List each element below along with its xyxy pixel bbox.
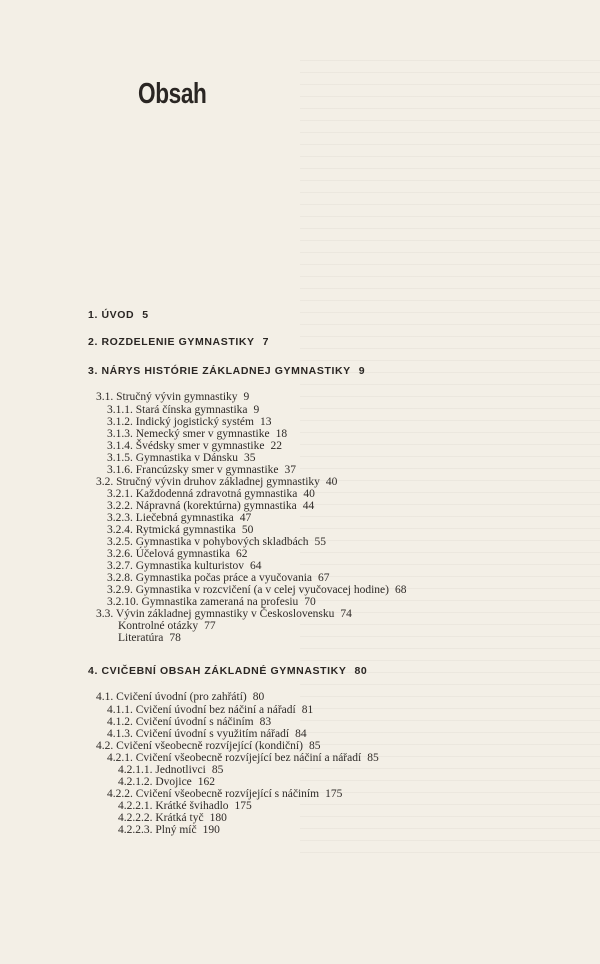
toc-entry: 3.1.3. Nemecký smer v gymnastike 18 — [107, 428, 288, 440]
toc-entry: 4.1. Cvičení úvodní (pro zahřátí) 80 — [96, 691, 265, 703]
toc-entry: 3.1.2. Indický jogistický systém 13 — [107, 416, 272, 428]
chapter-heading: 1. ÚVOD 5 — [88, 309, 149, 321]
toc-entry: 3.2.5. Gymnastika v pohybových skladbách 55 — [107, 536, 327, 548]
toc-entry: Literatúra 78 — [118, 632, 181, 644]
chapter-heading: 4. CVIČEBNÍ OBSAH ZÁKLADNÉ GYMNASTIKY 80 — [88, 665, 368, 677]
page-title: Obsah — [138, 78, 207, 110]
chapter-heading: 2. ROZDELENIE GYMNASTIKY 7 — [88, 336, 270, 348]
toc-entry: 4.2.2.1. Krátké švihadlo 175 — [118, 800, 252, 812]
toc-entry: 4.2.1. Cvičení všeobecně rozvíjející bez náčiní a nářadí 85 — [107, 752, 379, 764]
toc-entry: 3.3. Vývin základnej gymnastiky v Československu 74 — [96, 608, 352, 620]
toc-entry: 3.2.4. Rytmická gymnastika 50 — [107, 524, 254, 536]
toc-entry: 4.1.3. Cvičení úvodní s využitím nářadí 84 — [107, 728, 307, 740]
toc-entry: 4.2.1.1. Jednotlivci 85 — [118, 764, 224, 776]
toc-entry: 3.1.4. Švédsky smer v gymnastike 22 — [107, 440, 282, 452]
toc-entry: 3.2.6. Účelová gymnastika 62 — [107, 548, 248, 560]
toc-entry: 3.2. Stručný vývin druhov základnej gymnastiky 40 — [96, 476, 338, 488]
toc-entry: 3.1. Stručný vývin gymnastiky 9 — [96, 391, 250, 403]
toc-entry: 3.2.3. Liečebná gymnastika 47 — [107, 512, 252, 524]
toc-entry: 4.2.1.2. Dvojice 162 — [118, 776, 216, 788]
toc-entry: 3.2.1. Každodenná zdravotná gymnastika 40 — [107, 488, 315, 500]
toc-entry: 4.1.2. Cvičení úvodní s náčiním 83 — [107, 716, 272, 728]
toc-entry: 3.2.10. Gymnastika zameraná na profesiu 70 — [107, 596, 316, 608]
toc-entry: Kontrolné otázky 77 — [118, 620, 216, 632]
toc-entry: 4.2.2.3. Plný míč 190 — [118, 824, 220, 836]
toc-entry: 3.2.7. Gymnastika kulturistov 64 — [107, 560, 262, 572]
toc-entry: 3.2.2. Nápravná (korektúrna) gymnastika 44 — [107, 500, 315, 512]
toc-entry: 4.2.2. Cvičení všeobecně rozvíjející s náčiním 175 — [107, 788, 343, 800]
toc-entry: 3.2.9. Gymnastika v rozcvičení (a v celej vyučovacej hodine) 68 — [107, 584, 407, 596]
toc-entry: 4.2. Cvičení všeobecně rozvíjející (kondiční) 85 — [96, 740, 321, 752]
toc-entry: 3.1.1. Stará čínska gymnastika 9 — [107, 404, 260, 416]
show-through-text — [300, 60, 600, 860]
toc-entry: 3.2.8. Gymnastika počas práce a vyučovania 67 — [107, 572, 330, 584]
chapter-heading: 3. NÁRYS HISTÓRIE ZÁKLADNEJ GYMNASTIKY 9 — [88, 365, 366, 377]
toc-entry: 4.1.1. Cvičení úvodní bez náčiní a nářadí 81 — [107, 704, 314, 716]
toc-entry: 3.1.5. Gymnastika v Dánsku 35 — [107, 452, 256, 464]
toc-entry: 4.2.2.2. Krátká tyč 180 — [118, 812, 227, 824]
toc-entry: 3.1.6. Francúzsky smer v gymnastike 37 — [107, 464, 297, 476]
